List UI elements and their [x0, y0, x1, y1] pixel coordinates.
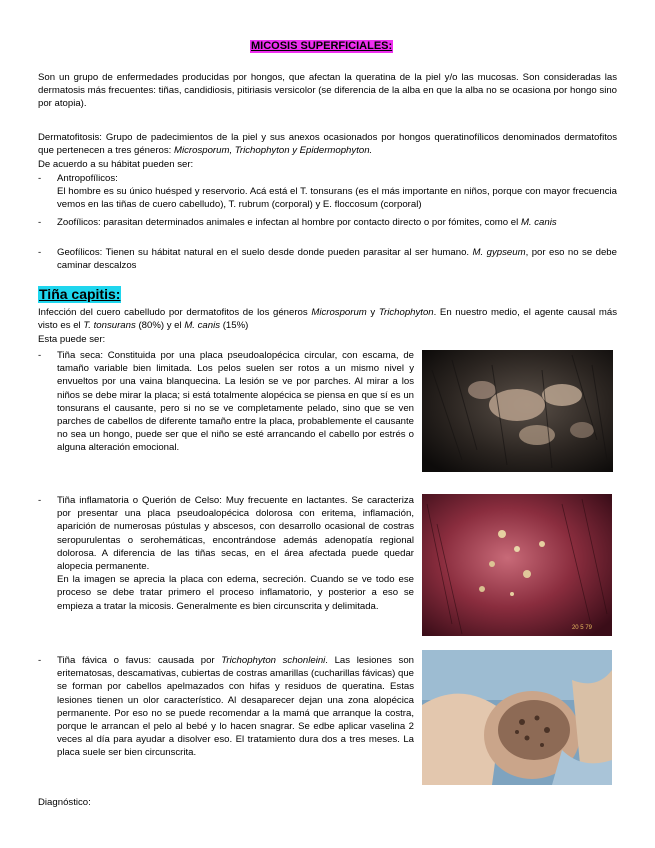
intro-genus: Trichophyton [378, 307, 434, 318]
favica-text: . Las lesiones son eritematosas, descamativas, cubiertas de costras amarillas (cucharillas fávicas) que se forman por cabellos apelmazados con hifas y residuos de queratina. Estas lesiones tienen un olor característico. Al desaparecer dejan una zona alopécica permanente. Por eso no se puede recomendar a la mamá que arranque la costra, porque le arrancan el pelo al bebé y lo hacen snagrar. Se edbe aplicar vaselina 2 veces al día para ayudar a disolver eso. El tratamiento dura dos a tres meses. La placa suele ser bien circunscrita. [57, 655, 414, 759]
intro-species: T. tonsurans [83, 320, 136, 332]
diagnostico-heading: Diagnóstico: [38, 797, 91, 808]
tina-seca-photo [422, 350, 613, 472]
tina-capitis-intro [38, 306, 617, 332]
dermatofitosis-genera: Microsporum, Trichophyton y Epidermophyton. [174, 145, 373, 157]
favus-photo [422, 650, 612, 785]
dermatofitosis-paragraph [38, 131, 617, 157]
dermatofitosis-text: Dermatofitosis: Grupo de padecimientos de la piel y sus anexos ocasionados por hongos queratinofílicos denominados dermatofitos que pertenecen a tres géneros: [38, 132, 617, 157]
antropofilicos-item [57, 172, 617, 212]
tina-inflamatoria-image-note: En la imagen se aprecia la placa con edema, secreción. Cuando se ve todo ese proceso se debe tratar primero el proceso inflamatorio, y posterior a eso se empieza a tratar la micosis. Generalmente es bien circunscrita y delimitada. [57, 574, 414, 612]
intro-text: y [366, 307, 379, 318]
intro-paragraph: Son un grupo de enfermedades producidas por hongos, que afectan la queratina de la piel y/o las mucosas. Son consideradas las dermatosis más frecuentes: tiñas, candidiosis, pitiriasis versicolor (se diferencia de la alba en que la alba no se ocasiona por hongo sino por atopia). [38, 72, 617, 110]
esta-puede-ser: Esta puede ser: [38, 334, 106, 345]
section-heading: Tiña capitis: [39, 286, 121, 302]
antropofilicos-text: El hombre es su único huésped y reservorio. Acá está el T. tonsurans (es el más importante en niños, porque con mayor frecuencia vemos en las tiñas de cuero cabelludo), T. rubrum (corporal) y E. floccosum (corporal) [57, 186, 617, 211]
photo-date-stamp: 20 5 79 [571, 625, 592, 631]
bullet-dash: - [38, 350, 42, 361]
geofilicos-item [57, 246, 617, 272]
habitat-intro: De acuerdo a su hábitat pueden ser: [38, 159, 194, 170]
antropofilicos-label: Antropofílicos: [57, 173, 118, 184]
intro-text: (15%) [220, 320, 249, 332]
bullet-dash: - [38, 495, 42, 506]
zoofilicos-species: M. canis [520, 217, 557, 228]
bullet-dash: - [38, 217, 42, 228]
favica-genus: Trichophyton schonleini [221, 655, 326, 666]
intro-text: Infección del cuero cabelludo por dermatofitos de los géneros [38, 307, 312, 318]
bullet-dash: - [38, 173, 42, 184]
querion-photo [422, 494, 612, 636]
tina-seca-text: Tiña seca: Constituida por una placa pseudoalopécica circular, con escama, de tamaño variable bien limitada. Los pelos suelen ser rotos a un mismo nivel y envueltos por una vaina blanquecina. La lesión se ve por parches. Al mirar a los niños se debe mirar la placa; si está totalmente alopécica se piensa en que sí es un tonsurans el causante, pero si no se ve completamente pelado, sino que se ven parches de cabellos de diferente tamaño entre la placa, probablemente el causante no sea un hongo, puede ser que el niño se esté arrancando el cabello por estrés o alguna alteración emocional. [57, 350, 414, 454]
page-title: MICOSIS SUPERFICIALES: [251, 40, 393, 52]
geofilicos-text: Geofílicos: Tienen su hábitat natural en el suelo desde donde pueden parasitar al ser humano. [57, 247, 473, 258]
intro-genus: Microsporum [311, 307, 367, 318]
geofilicos-tail: , por eso no se debe caminar descalzos [57, 247, 617, 272]
zoofilicos-item [57, 216, 617, 229]
favica-text: Tiña fávica o favus: causada por [57, 655, 222, 666]
intro-species: M. canis [184, 320, 221, 332]
tina-inflamatoria-block [57, 494, 414, 613]
geofilicos-species: M. gypseum [472, 247, 526, 258]
bullet-dash: - [38, 247, 42, 258]
tina-favica-text [57, 654, 414, 760]
zoofilicos-text: Zoofílicos: parasitan determinados animales e infectan al hombre por contacto directo o por fómites, como el [57, 217, 521, 228]
intro-text: . En nuestro medio, el agente causal más visto es el [38, 307, 617, 332]
intro-text: (80%) y el [135, 320, 185, 332]
bullet-dash: - [38, 655, 42, 666]
tina-inflamatoria-text: Tiña inflamatoria o Querión de Celso: Muy frecuente en lactantes. Se caracteriza por presentar una placa pseudoalopécica dolorosa con eritema, inflamación, aparición de numerosas pústulas y abscesos, con desarrollo ocasional de costras seropurulentas o serohemáticas, encontrándose además adenopatía regional dolorosa. A diferencia de las tiñas secas, en el área afectada puede quedar alopecia permanente. [57, 495, 414, 573]
